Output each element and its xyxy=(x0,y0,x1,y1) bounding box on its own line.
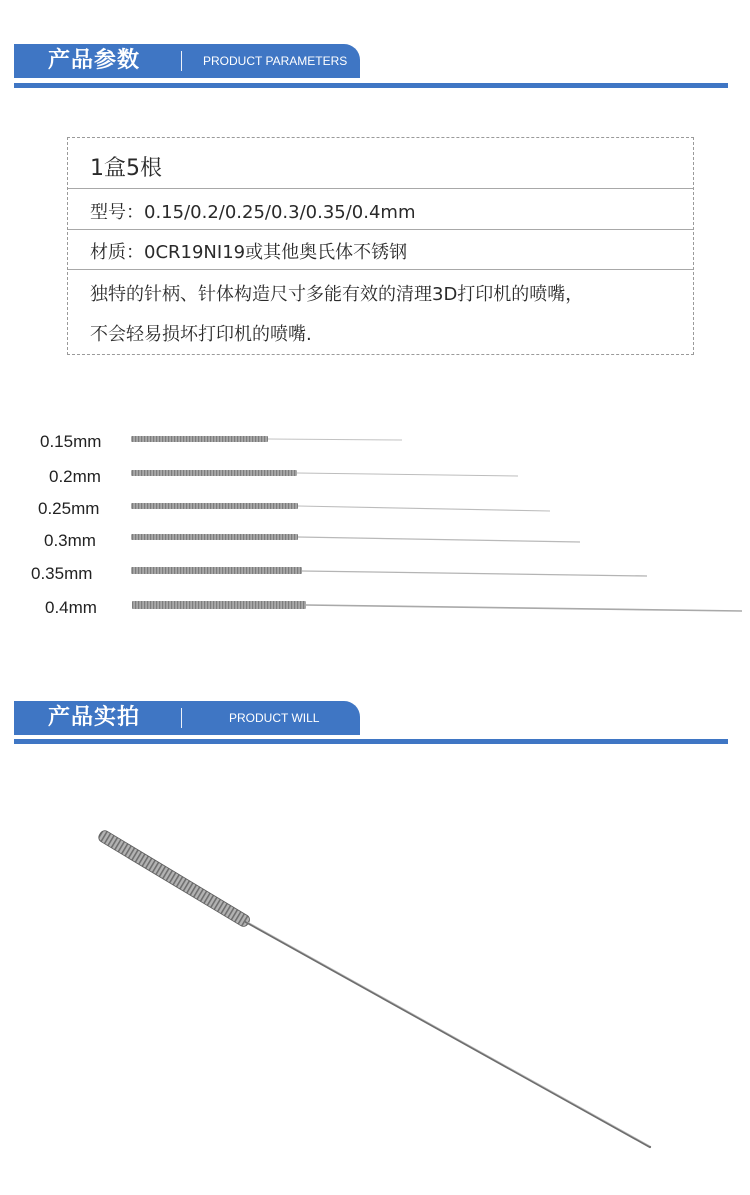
section-title-photo: 产品实拍 xyxy=(48,705,141,730)
product-photo-needle xyxy=(0,770,750,1190)
section-divider xyxy=(181,51,182,71)
needle-025 xyxy=(131,503,550,511)
spec-material: 材质：0CR19NI19或其他奥氏体不锈钢 xyxy=(90,242,408,263)
section-rule-photo xyxy=(14,739,728,744)
needle-04 xyxy=(132,601,742,611)
section-header-photo xyxy=(14,701,360,735)
needle-label-02: 0.2mm xyxy=(49,467,101,486)
needle-02 xyxy=(131,470,518,476)
spec-model: 型号：0.15/0.2/0.25/0.3/0.35/0.4mm xyxy=(90,202,416,223)
needle-label-04: 0.4mm xyxy=(45,598,97,617)
needle-label-025: 0.25mm xyxy=(38,499,100,518)
spec-box xyxy=(67,137,694,355)
section-divider xyxy=(181,708,182,728)
section-rule-params xyxy=(14,83,728,88)
needle-015 xyxy=(131,436,402,442)
section-title-params: 产品参数 xyxy=(48,48,141,73)
section-header-params xyxy=(14,44,360,78)
spec-description-line1: 独特的针柄、针体构造尺寸多能有效的清理3D打印机的喷嘴， xyxy=(90,284,584,305)
section-subtitle-params: PRODUCT PARAMETERS xyxy=(203,54,348,68)
section-subtitle-photo: PRODUCT WILL xyxy=(229,711,320,725)
needle-label-035: 0.35mm xyxy=(31,564,93,583)
needle-035 xyxy=(131,567,647,576)
spec-row-quantity xyxy=(68,138,693,189)
spec-row-material xyxy=(68,230,693,270)
spec-description-line2: 不会轻易损坏打印机的喷嘴. xyxy=(90,324,312,345)
needle-03 xyxy=(131,534,580,542)
needle-lineup-image xyxy=(0,425,750,625)
needle-label-03: 0.3mm xyxy=(44,531,96,550)
spec-row-model xyxy=(68,189,693,230)
needle-label-015: 0.15mm xyxy=(40,432,102,451)
spec-quantity: 1盒5根 xyxy=(90,156,162,181)
